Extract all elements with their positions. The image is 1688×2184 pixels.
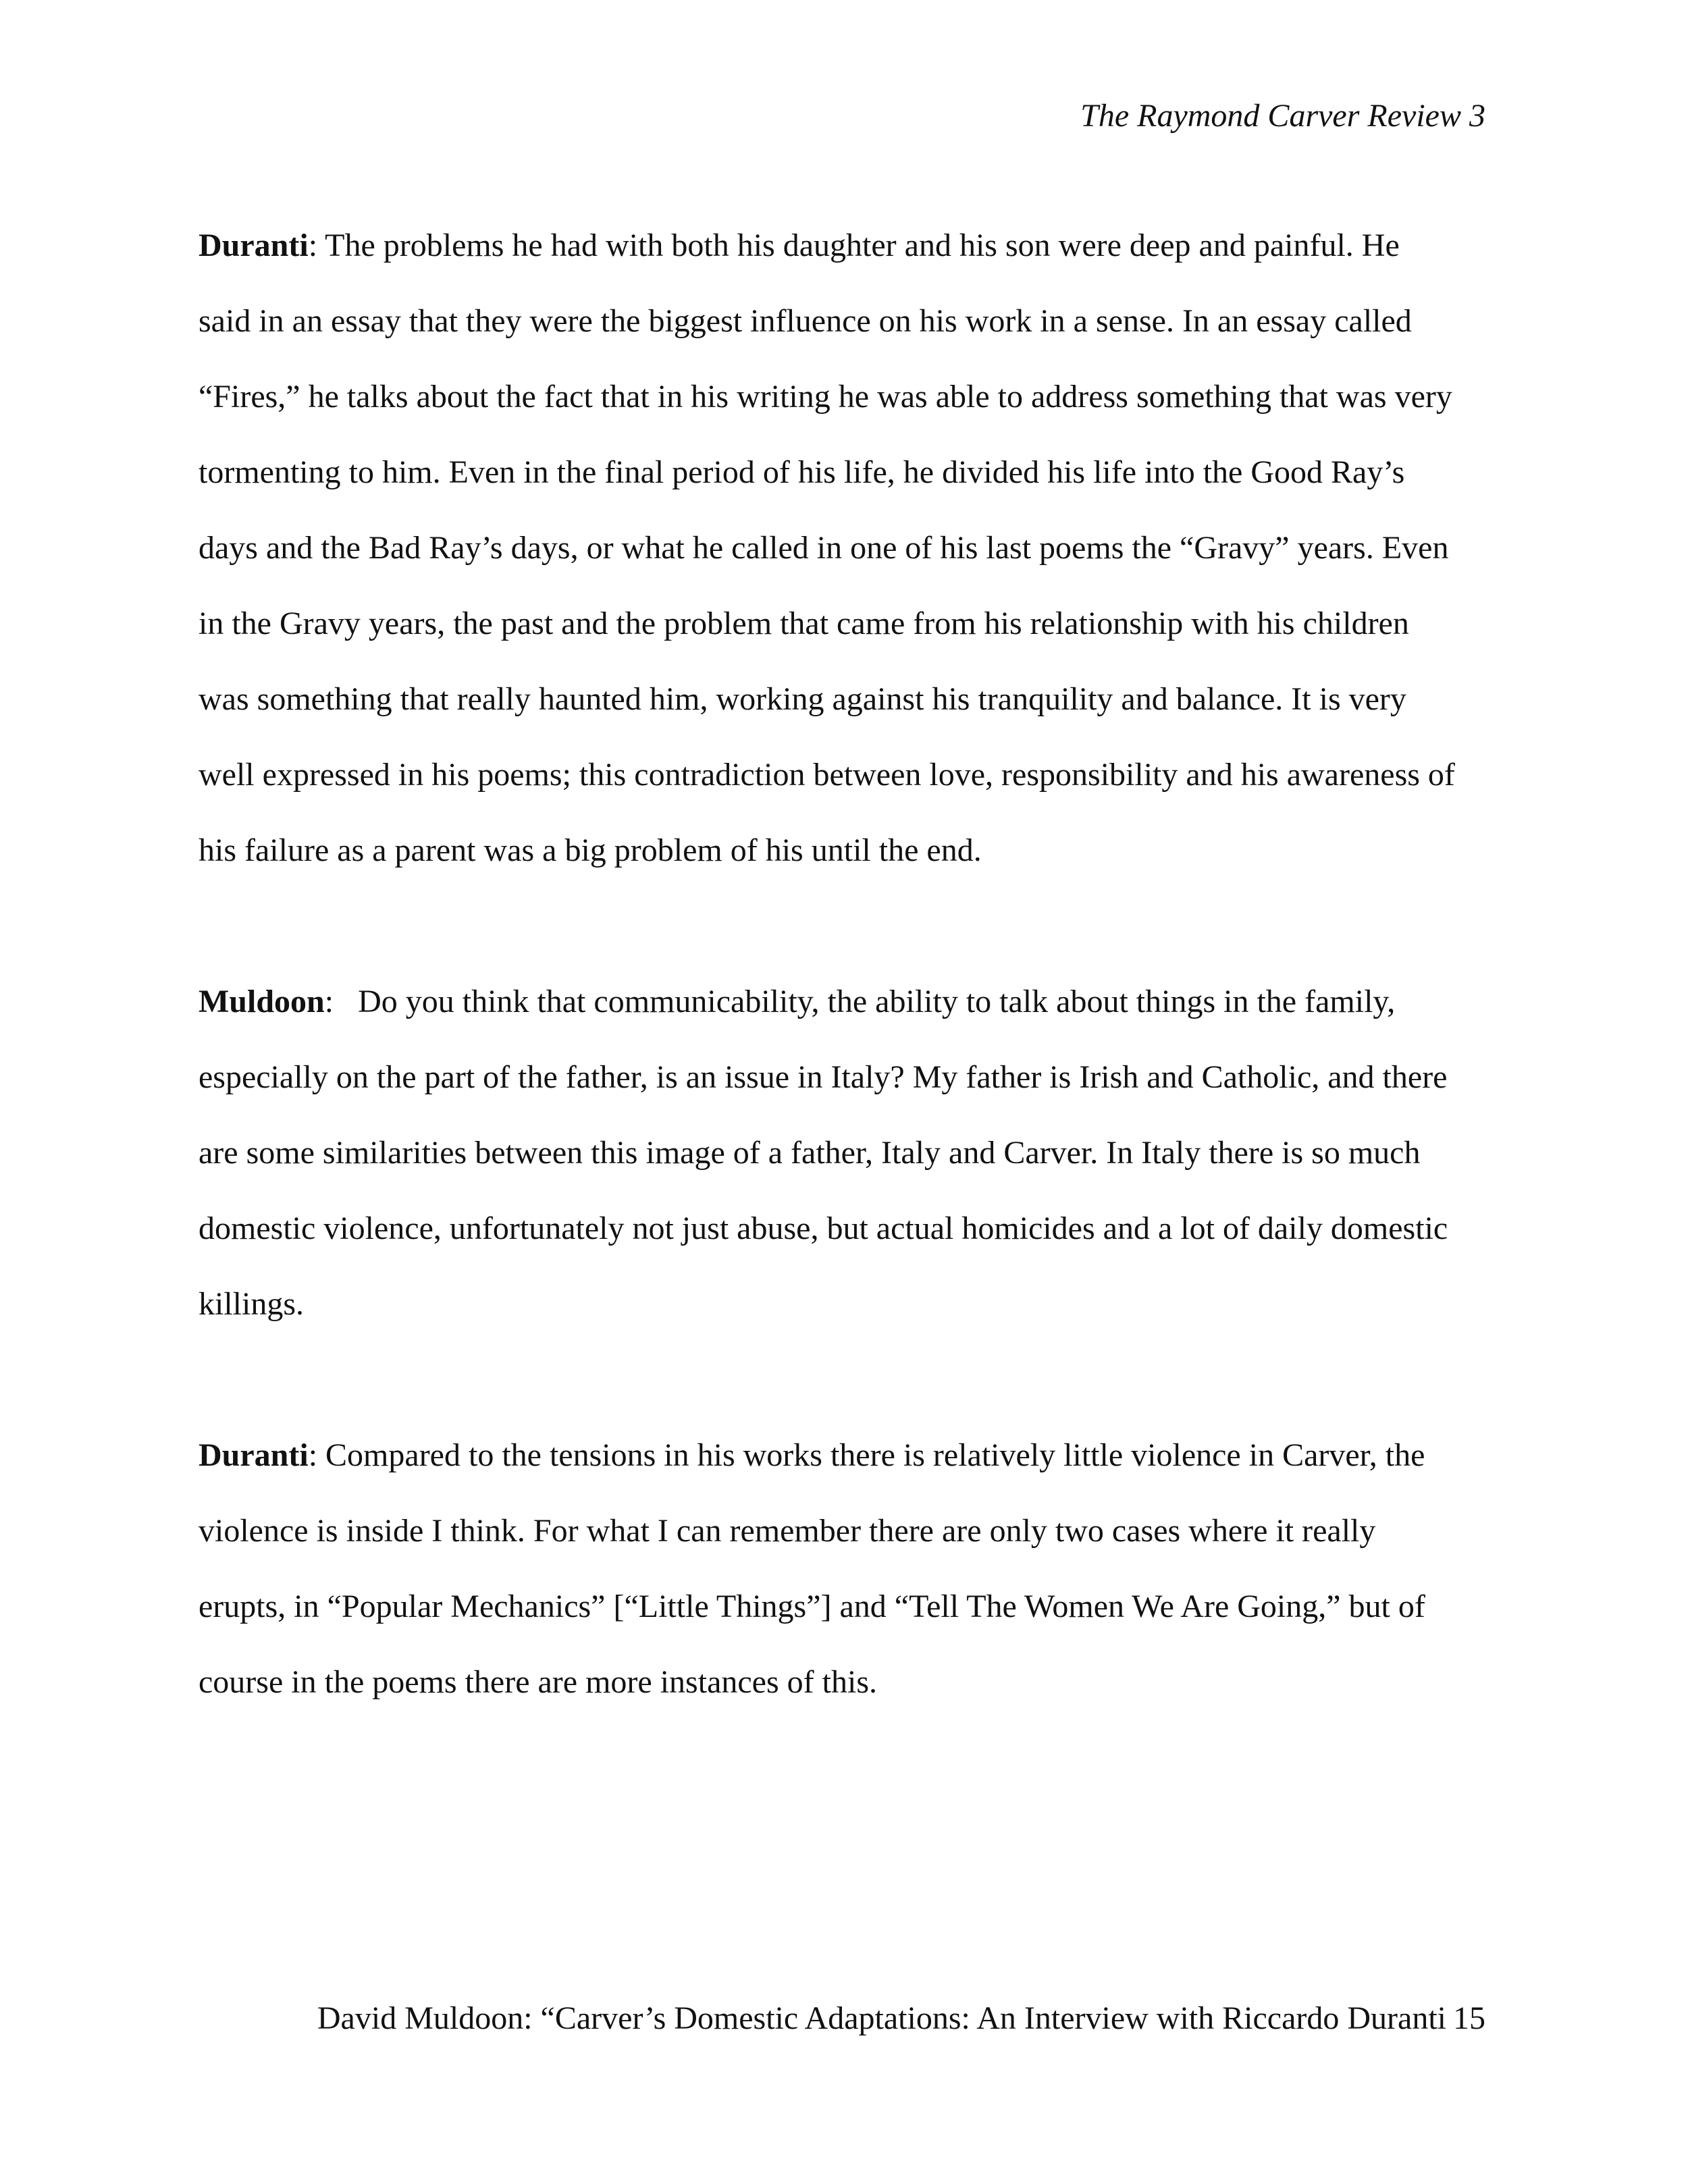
interview-paragraph-duranti-1 — [199, 208, 1515, 888]
paragraph-line: especially on the part of the father, is an issue in Italy? My father is Irish and Catholic, and there — [199, 1059, 1448, 1095]
page-number: 15 — [1453, 2000, 1485, 2036]
paragraph-line: course in the poems there are more instances of this. — [199, 1664, 877, 1700]
running-footer — [317, 1998, 1485, 2039]
paragraph-line — [199, 964, 1515, 1040]
paragraph-line: days and the Bad Ray’s days, or what he called in one of his last poems the “Gravy” years. Even — [199, 530, 1449, 566]
paragraph-line: his failure as a parent was a big problem of his until the end. — [199, 832, 982, 868]
paragraph-line: was something that really haunted him, working against his tranquility and balance. It is very — [199, 681, 1406, 717]
paragraph-line — [199, 1418, 1515, 1493]
speaker-separator: : — [308, 1437, 326, 1473]
paragraph-line: violence is inside I think. For what I can remember there are only two cases where it really — [199, 1513, 1376, 1549]
paragraph-line: tormenting to him. Even in the final period of his life, he divided his life into the Good Ray’s — [199, 454, 1405, 490]
speaker-name: Duranti — [199, 1437, 309, 1473]
running-header: The Raymond Carver Review 3 — [1080, 98, 1485, 134]
paragraph-line: well expressed in his poems; this contradiction between love, responsibility and his awareness of — [199, 757, 1455, 793]
interview-body — [199, 208, 1515, 1796]
paragraph-line: said in an essay that they were the biggest influence on his work in a sense. In an essay called — [199, 303, 1412, 339]
interview-paragraph-muldoon — [199, 964, 1515, 1342]
paragraph-line: are some similarities between this image of a father, Italy and Carver. In Italy there is so much — [199, 1135, 1421, 1171]
paragraph-line: “Fires,” he talks about the fact that in his writing he was able to address something that was very — [199, 379, 1452, 415]
paragraph-line — [199, 208, 1515, 284]
paragraph-line: domestic violence, unfortunately not just abuse, but actual homicides and a lot of daily domestic — [199, 1210, 1448, 1246]
paragraph-line: killings. — [199, 1286, 305, 1322]
line-text: Compared to the tensions in his works there is relatively little violence in Carver, the — [325, 1437, 1425, 1473]
line-text: Do you think that communicability, the ability to talk about things in the family, — [358, 984, 1396, 1019]
speaker-separator: : — [308, 228, 325, 263]
paragraph-line: erupts, in “Popular Mechanics” [“Little Things”] and “Tell The Women We Are Going,” but of — [199, 1589, 1425, 1624]
line-text: The problems he had with both his daughter and his son were deep and painful. He — [325, 228, 1400, 263]
footer-citation: David Muldoon: “Carver’s Domestic Adaptations: An Interview with Riccardo Duranti — [317, 2000, 1446, 2036]
speaker-separator: : — [324, 984, 359, 1019]
paragraph-line: in the Gravy years, the past and the problem that came from his relationship with his children — [199, 606, 1409, 641]
speaker-name: Muldoon — [199, 984, 325, 1019]
speaker-name: Duranti — [199, 228, 309, 263]
interview-paragraph-duranti-2 — [199, 1418, 1515, 1720]
